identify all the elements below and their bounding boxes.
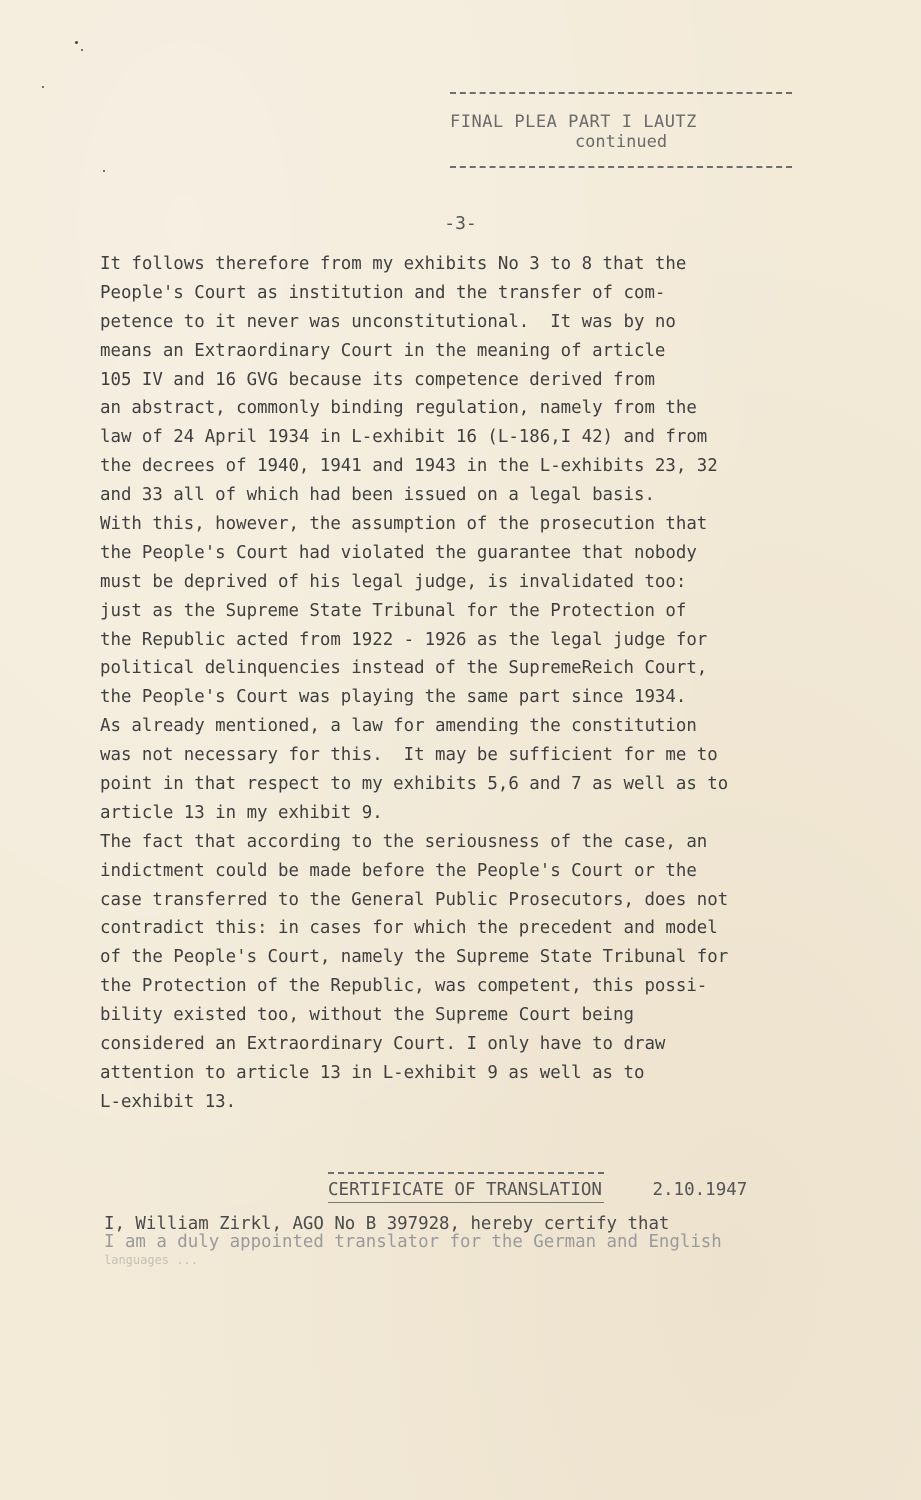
text-line: the Republic acted from 1922 - 1926 as the legal judge for bbox=[100, 629, 708, 650]
text-line: petence to it never was unconstitutional. It was by no bbox=[100, 311, 676, 332]
text-line: political delinquencies instead of the SupremeReich Court, bbox=[100, 658, 708, 679]
text-line: an abstract, commonly binding regulation, namely from the bbox=[100, 398, 697, 419]
header-bottom-rule bbox=[450, 166, 792, 168]
text-line: must be deprived of his legal judge, is invalidated too: bbox=[100, 571, 687, 592]
document-header bbox=[450, 92, 792, 168]
certificate-title: CERTIFICATE OF TRANSLATION bbox=[328, 1172, 604, 1203]
paper-speck bbox=[81, 49, 83, 51]
header-title: FINAL PLEA PART I LAUTZ bbox=[450, 112, 697, 132]
text-line: 105 IV and 16 GVG because its competence derived from bbox=[100, 369, 655, 390]
text-line: article 13 in my exhibit 9. bbox=[100, 802, 383, 823]
text-line: considered an Extraordinary Court. I only have to draw bbox=[100, 1034, 666, 1055]
text-line: point in that respect to my exhibits 5,6 and 7 as well as to bbox=[100, 774, 729, 795]
certificate-heading bbox=[328, 1172, 747, 1203]
text-line: the People's Court was playing the same part since 1934. bbox=[100, 687, 687, 708]
text-line: the Protection of the Republic, was competent, this possi- bbox=[100, 976, 708, 997]
text-line: the decrees of 1940, 1941 and 1943 in the L-exhibits 23, 32 bbox=[100, 456, 718, 477]
text-line: bility existed too, without the Supreme Court being bbox=[100, 1005, 634, 1026]
text-line: People's Court as institution and the transfer of com- bbox=[100, 282, 666, 303]
paper-speck bbox=[42, 86, 44, 88]
body-text bbox=[100, 250, 820, 1117]
text-line: As already mentioned, a law for amending the constitution bbox=[100, 716, 697, 737]
text-line: was not necessary for this. It may be sufficient for me to bbox=[100, 745, 718, 766]
text-line: case transferred to the General Public Prosecutors, does not bbox=[100, 889, 729, 910]
paper-speck bbox=[103, 170, 105, 172]
text-line: L-exhibit 13. bbox=[100, 1091, 237, 1112]
certificate-line: languages ... bbox=[104, 1253, 198, 1267]
text-line: attention to article 13 in L-exhibit 9 as well as to bbox=[100, 1062, 645, 1083]
text-line: With this, however, the assumption of the prosecution that bbox=[100, 514, 708, 535]
text-line: means an Extraordinary Court in the meaning of article bbox=[100, 340, 666, 361]
page-number: -3- bbox=[444, 213, 477, 234]
certificate-date: 2.10.1947 bbox=[652, 1180, 748, 1200]
header-subtitle: continued bbox=[574, 132, 668, 152]
text-line: indictment could be made before the People's Court or the bbox=[100, 860, 697, 881]
text-line: and 33 all of which had been issued on a legal basis. bbox=[100, 485, 655, 506]
certificate-text bbox=[104, 1215, 804, 1269]
text-line: contradict this: in cases for which the precedent and model bbox=[100, 918, 718, 939]
paper-speck bbox=[75, 41, 78, 44]
text-line: of the People's Court, namely the Supreme State Tribunal for bbox=[100, 947, 729, 968]
certificate-line: I, William Zirkl, AGO No B 397928, hereby certify that bbox=[104, 1214, 670, 1234]
text-line: the People's Court had violated the guarantee that nobody bbox=[100, 542, 697, 563]
text-line: just as the Supreme State Tribunal for the Protection of bbox=[100, 600, 687, 621]
text-line: law of 24 April 1934 in L-exhibit 16 (L-186,I 42) and from bbox=[100, 427, 708, 448]
text-line: The fact that according to the seriousness of the case, an bbox=[100, 831, 708, 852]
text-line: It follows therefore from my exhibits No 3 to 8 that the bbox=[100, 254, 687, 274]
header-top-rule bbox=[450, 92, 792, 94]
certificate-line: I am a duly appointed translator for the German and English bbox=[104, 1232, 722, 1252]
